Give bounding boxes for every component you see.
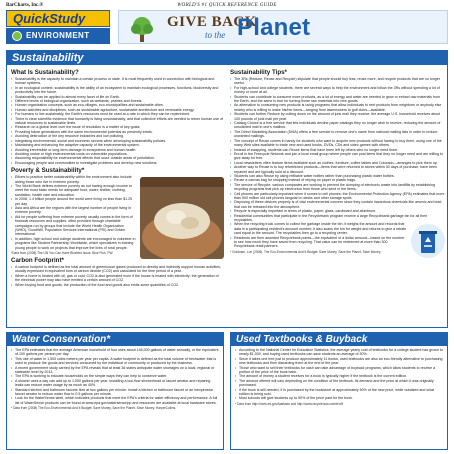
list-item: • In 2008, 1.4 billion people around the world were living on less than $1.25 per day. [11, 197, 224, 206]
list-item: • In addition, high school and college students are encouraged to volunteer in programs like Student Partnership Worldwide, which specializes in training young people to work on projects that improve the lives of rural people. [11, 237, 224, 250]
list-item: • When a home is heated with oil, gas or coal, CO2 is also generated even if the house is heated with electricity; the generation of the electrical power may also have emitted a certain amount of CO2. [11, 274, 224, 283]
list-item: • The service of Recycle, various companies are working to prevent the dumping of electronic waste into landfills by establishing recycling programs that pick up electronics from those who send in the items. [230, 183, 445, 192]
list-item: • Recycle is especially important in terms of plastic, paper, glass, cardboard and aluminum. [230, 209, 445, 213]
water-panel [6, 332, 224, 450]
brand-section-label: ENVIRONMENT [26, 31, 90, 40]
title-banner [118, 10, 448, 44]
list-item: • An alternative to consuming new products is using programs that allow individuals to rent products from neighbors or anybody else nearby who is willing to make his/her items—ranging from lawnmowers to golf clubs—available. [230, 103, 445, 112]
list-item: • Asia and Africa are the regions with the largest number of people living in extreme poverty. [11, 206, 224, 215]
list-item: • In an ecological context, sustainability is the ability of an ecosystem to maintain ecological processes, functions, biodiversity and productivity into the future. [11, 86, 224, 95]
header [6, 10, 448, 44]
seal-icon [12, 31, 22, 41]
list-item: • Research on a global level over the issue of resolution is a matter of key goals: [11, 125, 224, 129]
list-item: • There is clear scientific evidence that humanity is living unsustainably, and that collective efforts are needed to return human use of natural resources to sustainable limits. [11, 117, 224, 126]
list-item: • The amount offered will vary depending on the condition of the textbook, its demand and the price at which it was originally purchased. [235, 379, 443, 388]
textbooks-panel [230, 332, 448, 450]
list-item: • According to the National Center for Education Statistics, the average yearly cost of textbooks for a college student has grown to nearly $1,000, and buying used textbooks can save students an average of 30%. [235, 348, 443, 357]
publisher-name: BarCharts, Inc.® [6, 3, 44, 8]
list-item: • Efforts to practice better sustainability within the environment also include aiding those who live in extreme poverty. [11, 175, 224, 184]
list-item: • Integrating environmental, social and economic sectors when developing sustainability policies. [11, 139, 224, 143]
what-list [11, 77, 224, 165]
list-item: • The EPA is working to educate households on the simple ways they can help to conserve water. [11, 374, 219, 378]
tree-icon [127, 15, 157, 43]
what-heading: What Is Sustainability? [11, 69, 79, 76]
list-item: • Aid for people suffering from extreme poverty usually comes in the form of financial resources and supplies, often provided through charitable campaigns run by groups that include the World Health Organization (WHO), GoodWill, Population Services International (PSI) and Oxfam International. [11, 215, 224, 237]
list-item: • Enroll in the Freecycle Network and join a local email group where people can post items that they no longer need and are willing to give away for free. [230, 152, 445, 161]
list-item: • Instead of swapping, students can Reuse items that have been left by others who no longer need them. [230, 148, 445, 152]
water-heading: Water Conservation* [7, 333, 223, 346]
list-item: • Catalog Choice is a free service that lets individuals decline paper catalogs they no longer wish to receive, reducing the amount of unsolicited mail in one's mailbox. [230, 121, 445, 130]
tips-heading: Sustainability Tips* [230, 69, 287, 76]
carbon-heading: Carbon Footprint* [11, 257, 64, 265]
list-item: • Assuming responsibility for environmental effects that occur outside areas of jurisdiction. [11, 156, 224, 160]
list-item: • Encouraging people and communities to investigate problems and develop new solutions. [11, 161, 224, 165]
list-item: • Providing future generations with the same environmental potential as presently exists. [11, 130, 224, 134]
list-item: • Another way to Reuse is to buy refurbished products—items that were returned to stores within 30 days of purchase, have been repaired and are typically sold at a discount. [230, 165, 445, 174]
list-item: • Disposing of these devices properly is of vital environmental concern since they contain hazardous chemicals like arsenic and lead that can be released into the atmosphere. [230, 200, 445, 209]
list-item: • A recent government study carried by the EPA reveals that at least 36 states anticipate water shortages on a local, regional or statewide level by 2013. [11, 366, 219, 375]
textbooks-heading: Used Textbooks & Buyback [231, 333, 447, 346]
title-to-the: to the [205, 30, 226, 40]
list-item: • Those who want to sell their textbooks for cash can take advantage of buyback programs, which allow students to receive a portion of the price of the book back. [235, 366, 443, 375]
list-item: • Most schools will give students up to 50% of the price paid for the book. [235, 396, 443, 400]
list-item: • Residential communities that participate in the Recyclebank program receive a large Recyclebank garbage bin for all their recyclables. [230, 214, 445, 223]
textbooks-content [235, 348, 443, 447]
list-item: • Avoiding destruction of the key resource industries and low polluting. [11, 134, 224, 138]
list-item: • Cell phones are particularly important when it comes to cell phones: the Environmental Protection Agency (EPA) estimates that more than 500 million old cell phones languish in desks and other storage spots. [230, 192, 445, 201]
sustainability-left-column [11, 67, 224, 325]
list-item: • Standard kitchen and bathroom faucets flow at two gallons per minute. Install a kitchen or bathroom faucet or an inexpensive faucet aerator to reduce water flow to 0.5 gallons per minute. [11, 388, 219, 397]
list-item: • Avoiding undue or high environmental costs on vulnerable populations. [11, 152, 224, 156]
list-item: • Reuse a canvas bag for shopping instead of relying on paper or plastic bags. [230, 178, 445, 182]
title-planet: Planet [237, 14, 311, 41]
list-item: • Different levels of biological organization, such as wetlands, prairies and forests. [11, 99, 224, 103]
list-item: • Students can contribute to consume more products, as a lot of energy and water are needed to grow or extract raw materials from the Earth, and the same is true for turning those raw materials into new goods. [230, 95, 445, 104]
list-item: • Since it takes one tree just to produce approximately 11 books, used textbooks are also an eco-friendly alternative to purchasing new textbooks and then discarding them at the end of the year. [235, 357, 443, 366]
list-item: • Local newsletters often feature items available such as clothes, furniture, coffee tables and Colorado—arranges to pick them up. [230, 161, 445, 165]
brand-quickstudy: QuickStudy [6, 10, 110, 27]
list-item: • Students can further Reduce by cutting down on the amount of junk mail they receive; the average U.S. household receives about 100 pounds of junk mail per year. [230, 112, 445, 121]
list-item: • If the book is still needed, it is purchased by the bookstore at approximately 50% of the new price, while outdated and what edition is being sold. [235, 388, 443, 397]
list-item: • The amount of money a student receives for a book is typically higher if the textbook is the current edition. [235, 374, 443, 378]
water-footnote: * Data from (2008) The Eco-Environmental And It Budget: Save Money, Save the Planet, Save Money. HarperCollins. [11, 406, 177, 411]
list-item: • Avoiding irreversible or long-term damage to ecosystems and human health. [11, 148, 224, 152]
list-item: • Maintaining and enhancing the adaptive capacity of the environmental system. [11, 143, 224, 147]
list-item: • The Direct Marketing Association (DMA) offers a free service to remove one's name from national mailing lists in order to reduce unwanted mailings. [230, 130, 445, 139]
list-item: • For humans to live sustainably, the Earth's resources must be used at a rate in which they can be replenished. [11, 112, 224, 116]
list-item: • Residents are then awarded Recyclebank points—the equivalent of a dollar amount—based on the number to see how much they have saved from recycling. That value can be redeemed at more than 300 Recyclebank retail partners. [230, 236, 445, 249]
list-item: • The 3Rs (Reduce, Reuse and Recycle) stipulate that people should buy less, reuse more, and recycle products that are no longer useful. [230, 77, 445, 86]
list-item: • The EPA estimates that the average American household of four uses about 146,000 gallons of water annually, or the equivalent of 100 gallons per person per day. [11, 348, 219, 357]
list-item: • A carbon footprint is defined as the total amount of greenhouse gases produced to directly and indirectly support human activities, usually expressed in equivalent tons of carbon dioxide (CO2) and calculated for the time period of a year. [11, 265, 224, 274]
tips-list [230, 77, 445, 249]
top-bar [6, 2, 448, 10]
list-item: • Look for the WaterSense label, which indicates products that meet the EPA's criteria for water efficiency and performance. A full list of WaterSense products can be found at www.epa.gov/watersense/pp and resources are available at local hardware stores. [11, 396, 219, 405]
list-item: • The concept of Reuse comes in handy for students who want to acquire new products without having to buy them, using one of the many Web sites available to trade new and used books, DVDs, CDs and video games with others. [230, 139, 445, 148]
poverty-list [11, 175, 224, 250]
tips-footnote: * Goldman, Lori (2008). The Eco-Environmental And It Budget: Save Money, Save the Planet, Save Money. [230, 249, 381, 254]
water-content [11, 348, 219, 447]
list-item: • The World Bank defines extreme poverty as not having enough income to meet the most basic needs for adequate food, water, shelter, clothing, sanitation, health care and education. [11, 184, 224, 197]
water-list [11, 348, 219, 405]
list-item: • Students can also Reuse by using refillable water bottles rather than purchasing plastic water bottles. [230, 174, 445, 178]
textbooks-footnote: * Data from http://nces.ed.gov/fastfacts and http://www.recyclenow.com/ten/5 [235, 401, 344, 406]
carbon-list [11, 265, 224, 287]
title-give-back: GIVE BACK [167, 14, 257, 30]
brand-logo [6, 10, 110, 44]
list-item: • Sustainability is the capacity to maintain a certain process or state. It is most frequently used in connection with biological and human systems. [11, 77, 224, 86]
list-item [230, 222, 445, 235]
list-item: • Human activities and disciplines, such as sustainable agriculture, sustainable architecture and renewable energy. [11, 108, 224, 112]
poverty-heading: Poverty & Sustainability* [11, 167, 85, 175]
sustainability-right-column [230, 67, 445, 325]
tagline: WORLD'S #1 QUICK REFERENCE GUIDE [177, 3, 277, 8]
list-item: • When buying food and goods, the production of the food and goods also emits some quantities of CO2. [11, 283, 224, 287]
list-item: • This use of water in 1,500 cubic meters per year per capita. A water footprint is defined as the total volume of freshwater that is used to produce the goods and services consumed by the individual or community or produced by the business. [11, 357, 219, 366]
list-item: • For high-school and college students, there are several ways to help the environment and follow the 3Rs without spending a lot of money or none at all. [230, 86, 445, 95]
list-item: • A shower uses a day can add up to 1,000 gallons per year. Installing a low-flow showerhead or faucet aerator and repairing leaks can reduce water usage by as much as 40%. [11, 379, 219, 388]
sustainability-heading: Sustainability [7, 51, 447, 65]
list-item: • Sustainability can be applied to almost every facet of life on Earth. [11, 95, 224, 99]
list-item-text: When the recycling truck comes to collect the garbage inside the bin, it weighs the amount and records that data in a participating resident's account number; it also scans the bin for weight and returns to give a rebate card equal to the amount. The recyclables then go to a recycling center. [234, 222, 407, 236]
brand-section-bar [6, 28, 110, 44]
sustainability-panel [6, 50, 448, 328]
list-item: • Human organization concepts, such as eco-villages, eco-municipalities and sustainable cities. [11, 103, 224, 107]
textbooks-list [235, 348, 443, 401]
poverty-footnote: *Data from (2008) The UN You Can Have Bluebird Issue. Blue Fish, PW. [11, 251, 114, 256]
